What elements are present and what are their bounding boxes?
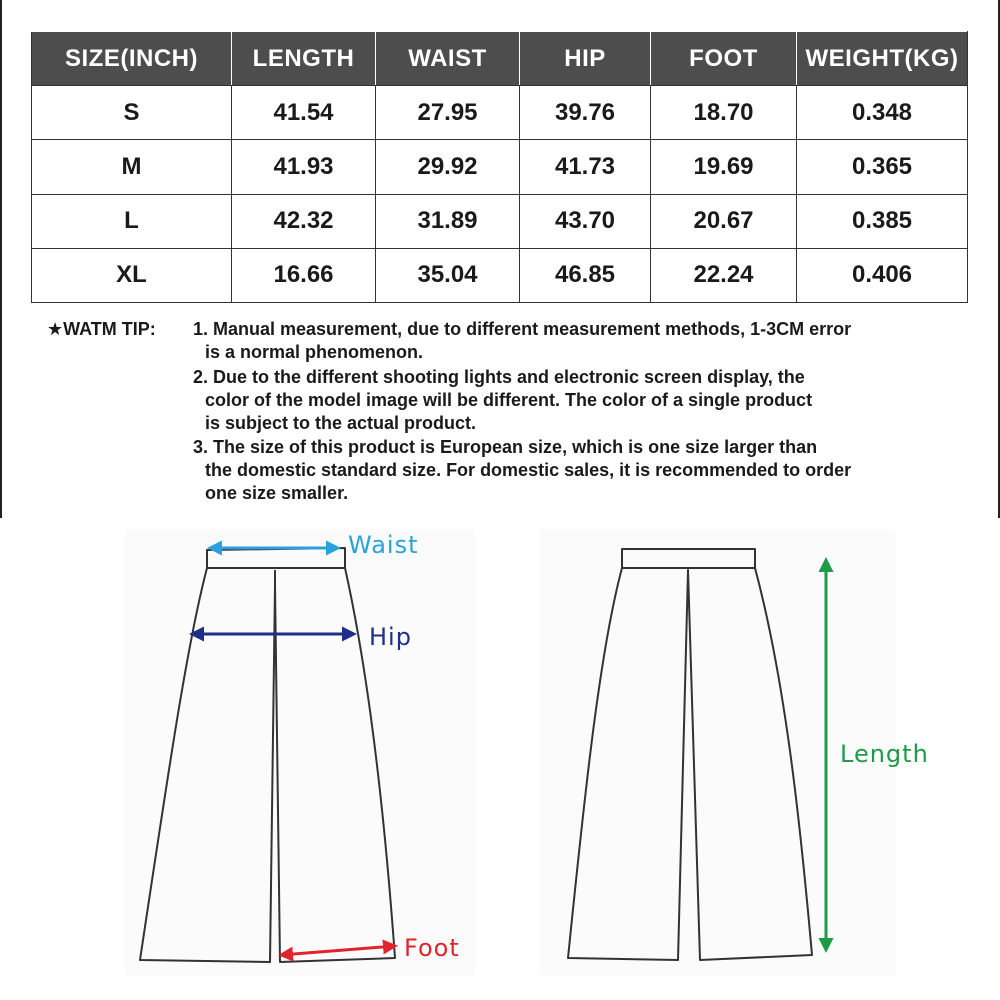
cell-hip: 41.73: [520, 140, 651, 194]
tip-1-line-1: 1. Manual measurement, due to different measurement methods, 1-3CM error: [193, 319, 852, 339]
pants-measurement-diagram: [0, 518, 1000, 1000]
cell-size: XL: [32, 248, 232, 302]
cell-size: L: [32, 194, 232, 248]
table-row: [32, 194, 968, 248]
cell-waist: 29.92: [376, 140, 520, 194]
size-chart-table: [31, 31, 968, 303]
cell-hip: 39.76: [520, 86, 651, 140]
table-row: [32, 248, 968, 302]
header-length: LENGTH: [232, 32, 376, 86]
header-hip: HIP: [520, 32, 651, 86]
front-view-backdrop: [125, 530, 475, 975]
tip-2-line-1: 2. Due to the different shooting lights and electronic screen display, the: [193, 367, 805, 387]
hip-label: Hip: [369, 623, 412, 651]
cell-foot: 19.69: [651, 140, 797, 194]
tip-3-line-2: the domestic standard size. For domestic sales, it is recommended to order: [205, 460, 852, 480]
cell-weight: 0.348: [797, 86, 968, 140]
cell-hip: 43.70: [520, 194, 651, 248]
cell-size: M: [32, 140, 232, 194]
cell-waist: 31.89: [376, 194, 520, 248]
table-row: [32, 140, 968, 194]
cell-size: S: [32, 86, 232, 140]
tip-2-line-2: color of the model image will be different. The color of a single product: [205, 390, 813, 410]
cell-waist: 35.04: [376, 248, 520, 302]
cell-foot: 20.67: [651, 194, 797, 248]
tip-1-line-2: is a normal phenomenon.: [205, 342, 424, 362]
header-foot: FOOT: [651, 32, 797, 86]
length-label: Length: [840, 740, 929, 768]
waist-label: Waist: [348, 531, 419, 559]
header-weight: WEIGHT(KG): [797, 32, 968, 86]
cell-length: 41.93: [232, 140, 376, 194]
tip-2-line-3: is subject to the actual product.: [205, 413, 477, 433]
left-border-line: [0, 0, 2, 518]
cell-length: 42.32: [232, 194, 376, 248]
cell-length: 16.66: [232, 248, 376, 302]
table-row: [32, 86, 968, 140]
header-waist: WAIST: [376, 32, 520, 86]
cell-length: 41.54: [232, 86, 376, 140]
cell-weight: 0.365: [797, 140, 968, 194]
table-header-row: [32, 32, 968, 86]
cell-hip: 46.85: [520, 248, 651, 302]
cell-waist: 27.95: [376, 86, 520, 140]
tip-label: ★WATM TIP:: [47, 319, 156, 339]
tip-3-line-3: one size smaller.: [205, 483, 349, 503]
cell-foot: 18.70: [651, 86, 797, 140]
header-size: SIZE(INCH): [32, 32, 232, 86]
cell-weight: 0.385: [797, 194, 968, 248]
cell-weight: 0.406: [797, 248, 968, 302]
cell-foot: 22.24: [651, 248, 797, 302]
tip-3-line-1: 3. The size of this product is European size, which is one size larger than: [193, 437, 818, 457]
foot-label: Foot: [404, 934, 460, 962]
